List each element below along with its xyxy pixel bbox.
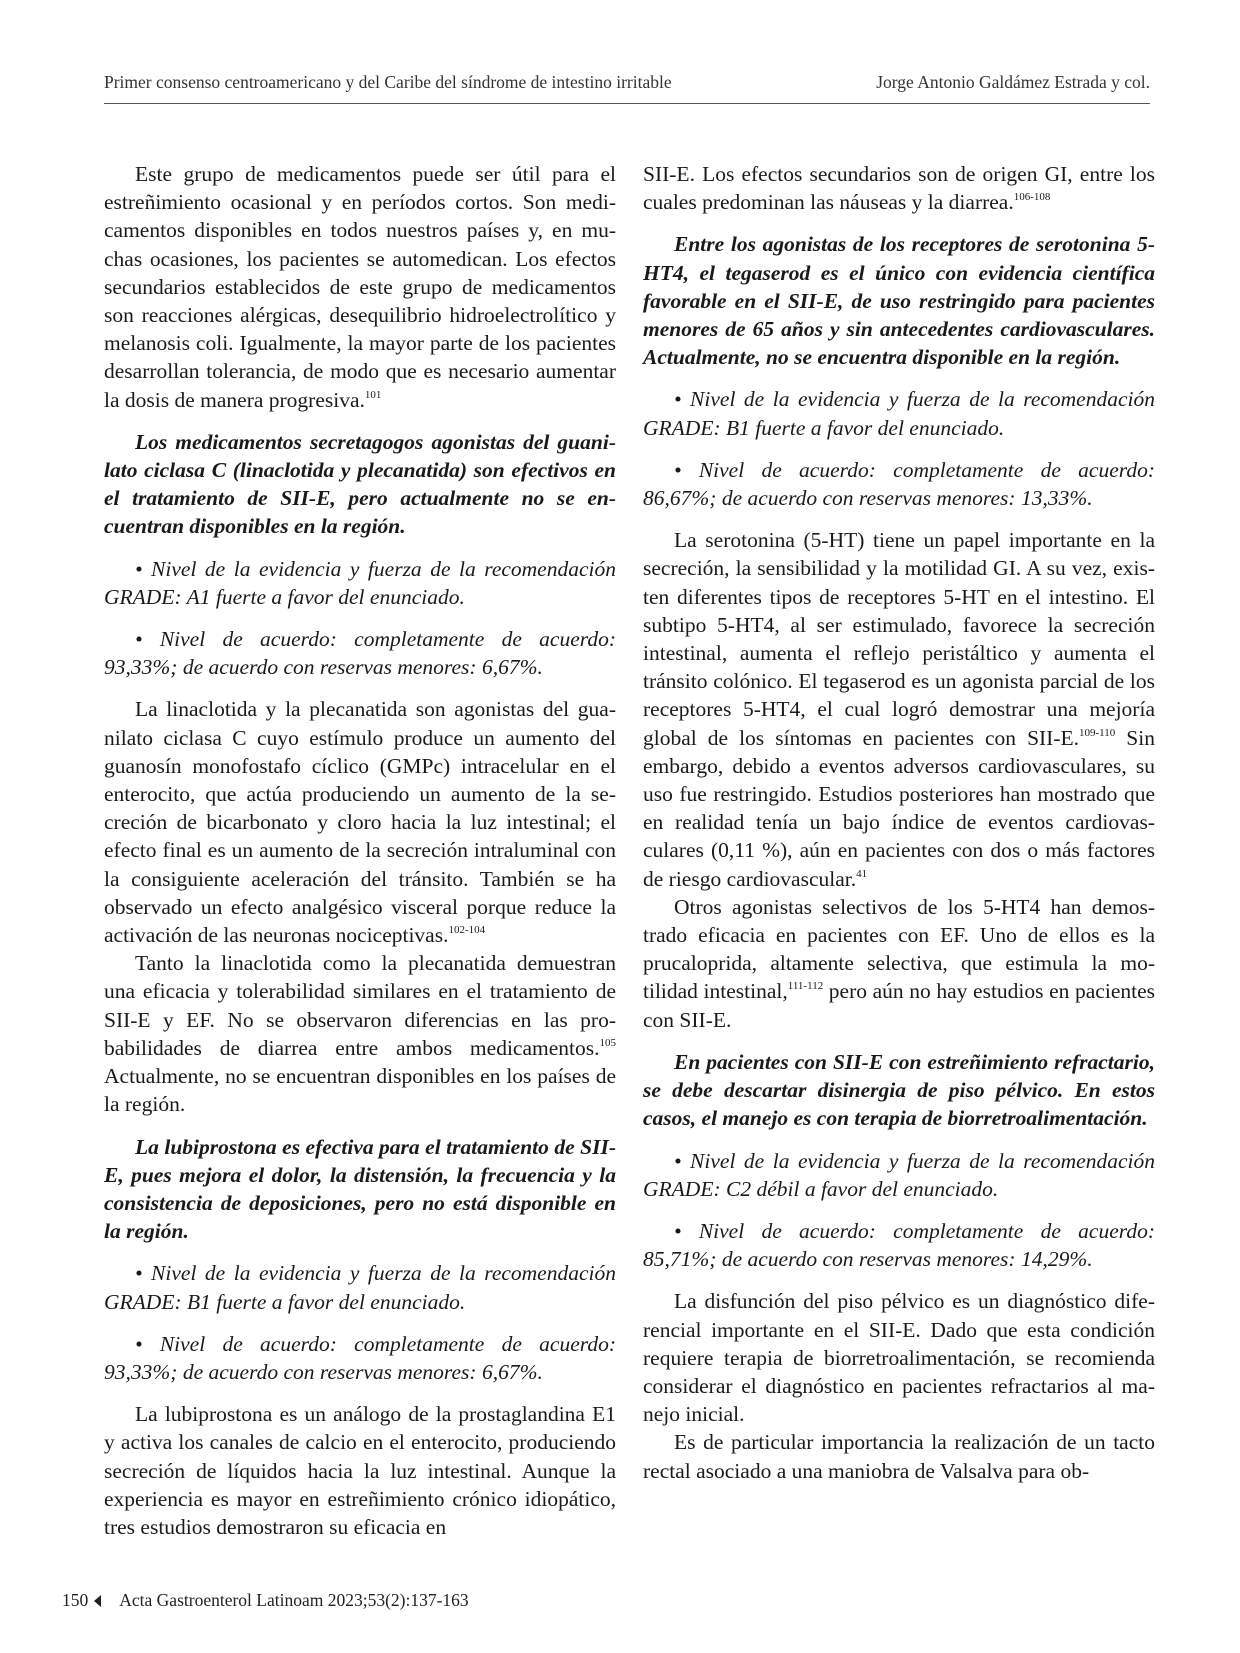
header-authors: Jorge Antonio Galdámez Estrada y col. (876, 72, 1150, 92)
page-number: 150 (62, 1590, 89, 1610)
citation: 102-104 (448, 924, 486, 937)
paragraph: Este grupo de medicamentos puede ser útil para el estreñimiento ocasional y en períodos cortos. Son medicamentos disponibles en todos nuestros países y, en muchas ocasiones, los pacientes se automedican. Los efectos secundarios establecidos de este grupo de medicamentos son reacciones alérgicas, desequilibrio hidroelectrolítico y melanosis coli. Igualmente, la mayor parte de los pacientes desarrollan tolerancia, de modo que es necesario aumentar la dosis de manera progresiva.$^{101}$ (104, 162, 616, 412)
citation: 101 (364, 388, 382, 401)
evidence-level: • Nivel de la evidencia y fuerza de la recomendación GRADE: A1 fuerte a favor del enunciado. (104, 556, 616, 609)
evidence-level: • Nivel de la evidencia y fuerza de la recomendación GRADE: B1 fuerte a favor del enunciado. (104, 1261, 616, 1314)
paragraph: Otros agonistas selectivos de los 5-HT4 han demostrado eficacia en pacientes con EF. Uno de ellos es la prucaloprida, altamente selectiva, que estimula la motilidad intestinal,$^{111-112}$ pero aún no hay estudios en pacientes con SII-E. (643, 894, 1155, 1032)
right-column (643, 160, 1155, 1485)
agreement-level: • Nivel de acuerdo: completamente de acuerdo: 85,71%; de acuerdo con reservas menores: 14,29%. (643, 1218, 1155, 1272)
paragraph: SII-E. Los efectos secundarios son de origen GI, entre los cuales predominan las náuseas y la diarrea.$^{106-108}$ (643, 162, 1155, 215)
paragraph: La lubiprostona es un análogo de la prostaglandina E1 y activa los canales de calcio en el enterocito, produciendo secreción de líquidos hacia la luz intestinal. Aunque la experiencia es mayor en estreñimiento crónico idiopático, tres estudios demostraron su eficacia en (104, 1402, 616, 1539)
agreement-level: • Nivel de acuerdo: completamente de acuerdo: 93,33%; de acuerdo con reservas menores: 6,67%. (104, 627, 616, 680)
paragraph: Es de particular importancia la realización de un tacto rectal asociado a una maniobra de Valsalva para ob- (643, 1430, 1155, 1483)
citation: 111-112 (787, 980, 824, 993)
paragraph: La disfunción del piso pélvico es un diagnóstico diferencial importante en el SII-E. Dado que esta condición requiere terapia de biorretroalimentación, se recomienda considerar el diagnóstico en pacientes refractarios al manejo inicial. (643, 1289, 1155, 1427)
citation: 106-108 (1013, 191, 1051, 204)
statement: La lubiprostona es efectiva para el tratamiento de SII-E, pues mejora el dolor, la distensión, la frecuencia y la consistencia de deposiciones, pero no está disponible en la región. (104, 1134, 616, 1244)
header-rule (104, 103, 1150, 104)
citation: 41 (856, 867, 868, 880)
header-title: Primer consenso centroamericano y del Caribe del síndrome de intestino irritable (104, 72, 672, 92)
left-triangle-icon (94, 1595, 101, 1607)
paragraph: La serotonina (5-HT) tiene un papel importante en la secreción, la sensibilidad y la motilidad GI. A su vez, existen diferentes tipos de receptores 5-HT en el intestino. El subtipo 5-HT4, al ser estimulado, favorece la secreción intestinal, aumenta el reflejo peristáltico y aumenta el tránsito colónico. El tegaserod es un agonista parcial de los receptores 5-HT4, el cual logró demostrar una mejoría global de los síntomas en pacientes con SII-E.$^{109-110}$ Sin embargo, debido a eventos adversos cardiovasculares, su uso fue restringido. Estudios posteriores han mostrado que en realidad tenía un bajo índice de eventos cardiovasculares (0,11 %), aún en pacientes con dos o más factores de riesgo cardiovascular.$^{41}$ (643, 528, 1155, 891)
evidence-level: • Nivel de la evidencia y fuerza de la recomendación GRADE: B1 fuerte a favor del enunciado. (643, 387, 1155, 440)
journal-citation: Acta Gastroenterol Latinoam 2023;53(2):137-163 (119, 1590, 469, 1610)
agreement-level: • Nivel de acuerdo: completamente de acuerdo: 93,33%; de acuerdo con reservas menores: 6,67%. (104, 1331, 616, 1384)
citation: 109-110 (1079, 726, 1116, 739)
running-header (104, 72, 1150, 93)
evidence-level: • Nivel de la evidencia y fuerza de la recomendación GRADE: C2 débil a favor del enunciado. (643, 1148, 1155, 1201)
agreement-level: • Nivel de acuerdo: completamente de acuerdo: 86,67%; de acuerdo con reservas menores: 13,33%. (643, 457, 1155, 511)
page-footer (62, 1590, 469, 1611)
statement: Entre los agonistas de los receptores de serotonina 5-HT4, el tegaserod es el único con evidencia científica favorable en el SII-E, de uso restringido para pacientes menores de 65 años y sin antecedentes cardiovasculares. Actualmente, no se encuentra disponible en la región. (643, 232, 1155, 370)
paragraph: La linaclotida y la plecanatida son agonistas del guanilato ciclasa C cuyo estímulo produce un aumento del guanosín monofostafo cíclico (GMPc) intracelular en el enterocito, que actúa produciendo un aumento de la secreción de bicarbonato y cloro hacia la luz intestinal; el efecto final es un aumento de la secreción intraluminal con la consiguiente aceleración del tránsito. También se ha observado un efecto analgésico visceral porque reduce la activación de las neuronas nociceptivas.$^{102-104}$ (104, 697, 616, 948)
left-column (104, 160, 616, 1541)
statement: En pacientes con SII-E con estreñimiento refractario, se debe descartar disinergia de piso pélvico. En estos casos, el manejo es con terapia de biorretroalimentación. (643, 1049, 1155, 1131)
statement: Los medicamentos secretagogos agonistas del guanilato ciclasa C (linaclotida y plecanatida) son efectivos en el tratamiento de SII-E, pero actualmente no se encuentran disponibles en la región. (104, 429, 616, 539)
citation: 105 (599, 1036, 616, 1049)
paragraph: Tanto la linaclotida como la plecanatida demuestran una eficacia y tolerabilidad similares en el tratamiento de SII-E y EF. No se observaron diferencias en las probabilidades de diarrea entre ambos medicamentos.$^{105}$ Actualmente, no se encuentran disponibles en los países de la región. (104, 951, 616, 1117)
